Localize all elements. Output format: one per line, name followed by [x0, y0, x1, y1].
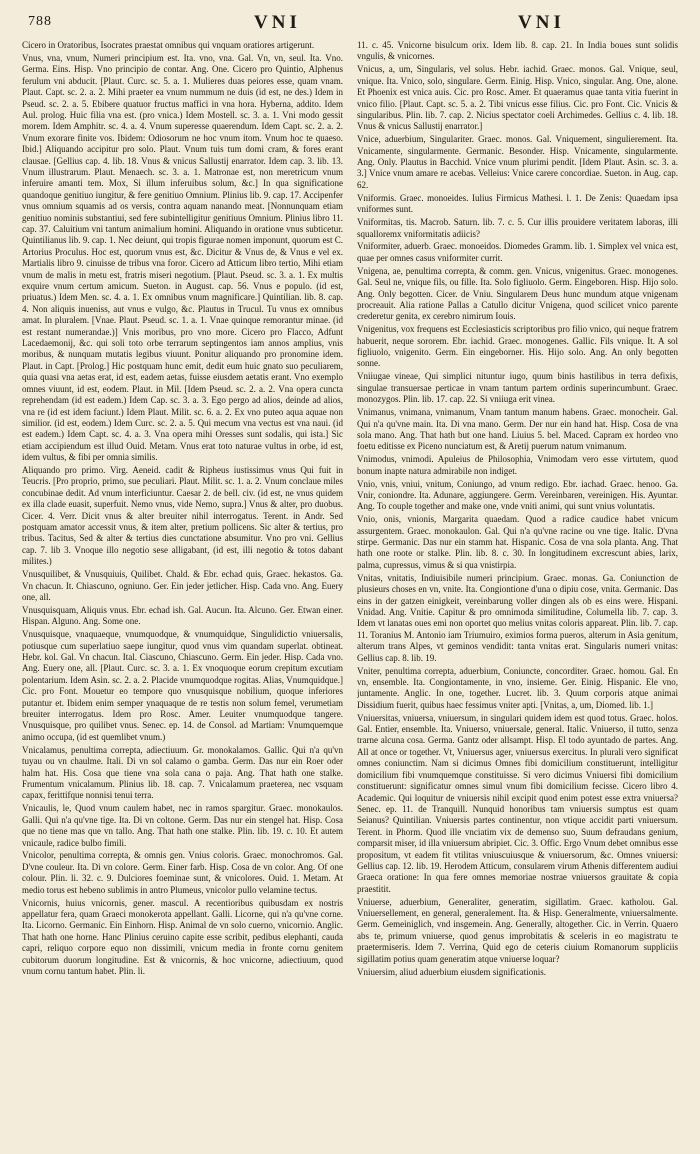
- entry-paragraph: Vniuersitas, vniuersa, vniuersum, in singulari quidem idem est quod totus. Graec. holos. Gal. Entier, ensemble. Ita. Vniuerso, vniuersale, general. Italic. Vniuerso, il tutto, senza trarne alcuna cosa. Germa. Gantz oder allsampt. Hisp. El todo ayuntado de partes. Ang. All at once or together. Vt, Vniuersus ager, vniuersus exercitus. In plurali vero significat omnes coniunctim. Nam si dicimus Omnes fibi domicilium constituerunt, intelligitur domicilium fibi vnumquemque constituisse. Si vero dicimus Vniuersi fibi domicilium constituerunt: significatur omnes simul vnum fibi domicilium fecisse. Cicero libro 4. Academic. Qui loquitur de vniuersis nihil excipit quod enim potest esse extra vniuersa? Senec. ep. 11. de Tranquill. Nunquid honoribus tam vniuersis sumptus est quam Seianus? Quintilian. Vniuersis partes continentur, non vtique accidit parti vniuersum. Terent. in Phorm. Quod ille vnciatim vix de demenso suo, Suum defraudans genium, comparsit miser, id illa vniuersum abripiet. Cic. 3. Offic. Ergo Vnum debet omnibus esse propositum, vt eadem fit vtilitas vniuscuiusque & vniuersorum, &c. Omnes vniuersi: Gellius cap. 12. lib. 19. Herodem Atticum, consularem virum Athenis differentem audiui Graeca oratione: In qua fere omnes memoriae nostrae vniuersos grauitate & copia praestitit.: [357, 712, 678, 894]
- entry-paragraph: 11. c. 45. Vnicorne bisulcum orix. Idem lib. 8. cap. 21. In India boues sunt solidis vngulis, & vnicornes.: [357, 40, 678, 62]
- entry-paragraph: Cicero in Oratoribus, Isocrates praestat omnibus qui vnquam oratiores artigerunt.: [22, 40, 315, 50]
- entry-paragraph: Vnicalamus, penultima correpta, adiectiuum. Gr. monokalamos. Gallic. Qui n'a qu'vn tuyau ou vn chaulme. Itali. Di vn sol calamo o gamba. Germ. Das nur ein Roer oder halm hat. His. Cosa que tiene vna sola cana o paja. Ang. That hath one stalke. Frumentum vnicalamum. Plinius lib. 18. cap. 7. Vnicalamum praeterea, nec vsquam capax, ferittifque nonnisi tenui terra.: [22, 744, 343, 801]
- entry-paragraph: Vnus, vna, vnum, Numeri principium est. Ita. vno, vna. Gal. Vn, vn, seul. Ita. Vno. Germa. Eins. Hisp. Vno principio de contar. Ang. One. Cicero pro Quintio, Alphenus ferulum vni abducit. [Plaut. Curc. sc. 5. a. 1. Mulieres duas peiores esse, quam vnam. Plaut. Capt. sc. 2. a. 2. Mihi praeter ea vnum nummum ne duis (id est, ne des.) Idem in Pseud. sc. 2. a. 5. Ebibere quatuor fructus maffici in vna hora. Hyberna, addito. Idem Aul. prolog. Huic filia vna est. (pro vnica.) Idem Mostell. sc. 3. a. 1. Vni modo gessit morem. Idem Amphitr. sc. 4. a. 4. Vnum superesse quaerendum. Idem Capt. sc. 2. a. 2. Vnum exorare finite vos. Ibidem: Odiosorum ne hoc vnum itom. Vnum hoc te quaeso. Ibid.] Aliquando accipitur pro solo. Plaut. Vnum tuis tum domi cram, & fores erant clausae. [Gellius cap. 4. lib. 18. Vnus & vnicus Sallustij enarrator. Idem cap. 3. lib. 13. Vnum illustrarum. Plaut. Menaech. sc. 3. a. 1. Matronae est, non meretricum vnum inferuire amanti tem. Mox, Si illum inferuibus solum, &c.] In qua significatione quandoque genitiuo iungitur, & fere genitiuo Omnium. Plinius lib. 9. cap. 17. Accipenfer vnus omnium squamis ad os versis, contra aquam nanando meat. [Nonnunquam etiam genitiuo nominis substantiui, sed fere subintelligitur genitiuus Omnium. Plinius libro 11. cap. 37. Caluitium vni tantum animalium homini. Aliquando in oratione vnus subticetur. Quintilianus lib. 9. cap. 1. Nec deiunt, qui tropis figurae nomen imponunt, quorum est C. Artorius Proculus. Hoc est, quorum vnus est, &c. Dicitur & Vnus de, & Vnus e vel ex. Martialis libro 9. cinuisse de tribus vna foror. Cicero ad Atticum libro tertio, Mihi etiam vnum de malis in metu est, fratris miseri negotium. [Plaut. Pseud. sc. 3. a. 1. Ex multis exquire vnum certum amicum. Sueton. in August. cap. 56. Vnus e populo. (id est, priuatus.) Idem Men. sc. 4. a. 1. Ex omnibus vnum magnificare.] Quintilian. lib. 8. cap. 4. Non aliquis inueniss, aut vnus e vulgo, &c. Plautus in Trucul. Tu vnus ex omnibus amat. In pluralem. [Vnae. Plaut. Pseud. sc. 1. a. 1. Vnae quinque remorantur minae. (id est restant numerandae.)] Vnis moribus, pro vno more. Cicero pro Flacco, Adfunt Lacedaemonij, &c. qui soli toto orbe terrarum septingentos iam annos amplius, vnis moribus, & nunquam mutatis legibus viuunt. Ponitur aliquando pro pronomine idem. Plaut. in Capt. [Prolog.] Hic postquam hunc emit, dedit eum huic gnato suo peculiarem, quia quasi vna aetas erat, id est, eadem aetas, fuisse eiusdem aetatis erant. Vno exemplo omnes viuunt, id est, eodem. Plaut. in Mil. [Idem Pseud. sc. 2. a. 2. Vna opera cuncta reprehendam (id est eadem.) Idem Cap. sc. 3. a. 3. Ego pergo ad alios, deinde ad alios, vna re (id est idem faciunt.) Idem Plaut. Milit. sc. 6. a. 2. Ex vno puteo aqua aquae non similior. (id est, eodem.) Idem Curc. sc. 2. a. 5. Qui mecum vna vectus est vna naui. (id est eadem.) Idem Capt. sc. 4. a. 3. Vna opera mihi Oresses sunt sodalis, qui ista.] Sic etiam accipiendum est illud Ouid. Metam. Vnus erat toto naturae vultus in orbe, id est, idem vultus, & fibi per omnia similis.: [22, 52, 343, 463]
- entry-paragraph: Vnio, vnis, vniui, vnitum, Coniungo, ad vnum redigo. Ebr. iachad. Graec. henoo. Ga. Vnir, coniondre. Ita. Adunare, aggiungere. Germ. Vereinbaren, vereinigen. His. Ayuntar. Ang. To couple together and make one, vnde vniti animi, qui sunt vnius voluntatis.: [357, 478, 678, 512]
- entry-paragraph: Vnigena, ae, penultima correpta, & comm. gen. Vnicus, vnigenitus. Graec. monogenes. Gal. Seul ne, vnique fils, ou fille. Ita. Solo figliuolo. Germ. Eingeboren. Hisp. Hijo solo. Ang. Only begotten. Cicer. de Vniu. Singularem Deus hunc mundum atque vnigenam procreauit. Alia ratione Pallas a Catullo dicitur Vnigena, quod scilicet vnico parente crederetur genita, ex cerebro nimirum Iouis.: [357, 265, 678, 322]
- page-header: [22, 14, 678, 40]
- entry-paragraph: Vniuersim, aliud aduerbium eiusdem significationis.: [357, 966, 546, 977]
- entry-paragraph: Vnitas, vnitatis, Indiuisibile numeri principium. Graec. monas. Ga. Coniunction de plusieurs choses en vn, vnite. Ita. Congiontione d'una o dipiu cose, vnita. Germanic. Das eins in der gatzen einigkeit, vereinbarung voller dingen als ob es eins were. Hispani. Vnidad. Ang. Vnitie. Capitur & pro omnimoda similitudine, Columella lib. 7. cap. 3. Idem vt lanatas oues emi non oportet quo melius vnitas coloris appareat. Plin. lib. 7. cap. 11. Toranius M. Antonio iam Triumuiro, eximios forma pueros, alterum in Asia genitum, alterum trans Alpes, vt geminos vendidit: tanta vnitas erat. Singularis numeri vnitas: Gellius cap. 8. lib. 19.: [357, 572, 678, 663]
- entry-paragraph: Aliquando pro primo. Virg. Aeneid. cadit & Ripheus iustissimus vnus Qui fuit in Teucris. [Pro proprio, primo, sue peculiari. Plaut. Milit. sc. 1. a. 2. Vnum conclaue miles concubinae dedit. Ad vnum interficiuntur. Caesar 2. de bell. civ. (id est, ne vnus quidem ex illa clade euasit, superfuit. Nemo vnus, vide Nemo, supra.] Vnus & alter, pro duobus. Cicer. 4. Verr. Dicit vnus & alter breuiter nihil interrogatus. Terent. in Andr. Sed postquam amator accessit vnus, & item alter, pretium pollicens. Sic alter & tertius, pro tribus. Tacitus, Sed & alter & tertius dies cunctatione absumitur. Vno pro vni. Gellius cap. 7. lib 3. Vnoque illo negotio sese alligabant, (id est, illi negotio & totos dabant milites.): [22, 465, 343, 567]
- entry-paragraph: Vnusquisque, vnaquaeque, vnumquodque, & vnumquidque, Singulidictio vniuersalis, potiusque cum superlatiuo saepe iungitur, quod vnus vim quandam superlat. obtineat. Hebr. kol. Gal. Vn chacun. Ital. Ciascuno, Chiascuno. Germ. Ein jeder. Hisp. Cada vno. Ang. Euery one, all. [Plaut. Curc. sc. 3. a. 1. Ex vnoquoque eorum crepitum excutiam polentarium. Idem Asin. sc. 2. a. 2. Placide vnumquodque rogitas. Alias, Vnumquidque.] Cic. pro Font. Mouetur eo tempore quo vnusquisque nobilium, quoque inferiores putantur et. Ibidem enim semper ynaquaque de re testis non solum femel, verumetiam breuiter interrogatus. Idem pro Rosc. Amer. Leuiter vnumquodque tangere. Vnusquisque, pro quilibet vnus. Senec. ep. 14. de Consol. ad Martiam: Vnumquemque animo occupa, (id est quemlibet vnum.): [22, 629, 343, 742]
- entry-paragraph: Vniformis. Graec. monoeides. Iulius Firmicus Mathesi. l. 1. De Zenis: Quaedam ipsa vniformes sunt.: [357, 192, 678, 215]
- entry-paragraph: Vnigenitus, vox frequens est Ecclesiasticis scriptoribus pro filio vnico, qui neque fratrem habuerit, neque sororem. Ebr. iachid. Graec. monogenes. Gallic. Fils vnique. It. A sol figliuolo, vnigenito. Germ. Ein eingeborner. His. Hijo solo. Ang. An only begotten sonne.: [357, 324, 678, 369]
- left-column: [22, 40, 343, 1134]
- running-head-right: VNI: [518, 12, 565, 33]
- entry-paragraph: Vnicus, a, um, Singularis, vel solus. Hebr. iachid. Graec. monos. Gal. Vnique, seul, vnique. Ita. Vnico, solo, singulare. Germ. Einig. Hisp. Vnico, singular. Ang. One, alone. Et Phoenix est vnica auis. Cic. pro Rosc. Amer. Et quaeramus quae tanta vitia fuerint in vnico filio. [Plaut. Capt. sc. 5. a. 2. Tibi vnicus esse filius. Cic. pro Font. Cic. Vnicis & singularibus. Plin. lib. 7. cap. 2. Nicius spectator coeli Archimedes. Gellius c. 4. lib. 18. Vnus & vnicus Sallustij enarrator.]: [357, 64, 678, 132]
- entry-paragraph: Vniuerse, aduerbium, Generaliter, generatim, sigillatim. Graec. katholou. Gal. Vniuersellement, en general, generalement. Ita. & Hisp. Generalmente, vniuersalmente. Germ. Gemeiniglich, vnd insgemein. Ang. Generally, altogether. Cic. in Verrin. Quaero abs te, primum vniuerse, quod genus improbitatis & sceleris in eo magistratu te praetermiseris. Idem 7. Verrina, Quid ego de ceteris ciuium Romanorum suppliciis sigillatim potius quam generatim atque vniuerse loquar?: [357, 896, 678, 964]
- entry-paragraph: Vnimodus, vnimodi. Apuleius de Philosophia, Vnimodam vero esse virtutem, quod bonum inapte natura admirabile non indiget.: [357, 454, 678, 476]
- text-columns: [22, 40, 678, 1134]
- entry-paragraph: Vniter, penultima correpta, aduerbium, Coniuncte, concorditer. Graec. homou. Gal. En vn, ensemble. Ita. Congiontamente, in vno, insieme. Ger. Einig. Hispanic. Ele vno, juntamente. Anglic. In one, together. Lucret. lib. 3. Quum corporis atque animai Dissidium fuerit, quibus haec fessimus vniter apti. [Vnitas, a, um, Diomed. lib. 1.]: [357, 665, 678, 710]
- entry-paragraph: Vnusquisquam, Aliquis vnus. Ebr. echad ish. Gal. Aucun. Ita. Alcuno. Ger. Etwan einer. Hispan. Alguno. Ang. Some one.: [22, 604, 343, 627]
- right-column: [357, 40, 678, 1134]
- entry-paragraph: Vnice, aduerbium, Singulariter. Graec. monos. Gal. Vniquement, singulierement. Ita. Vnicamente, singularmente. Germanic. Besonder. Hisp. Vnicamente, singularmente. Ang. Only. Plautus in Bacchid. Vnice vnum plurimi pendit. [Idem Plaut. Asin. sc. 3. a. 3.] Vnice vnum amare re acebas. Velleius: Vnice carere concordiae. Sueton. in Aug. cap. 62.: [357, 134, 678, 190]
- running-head-left: VNI: [254, 12, 301, 33]
- entry-paragraph: Vniformiter, aduerb. Graec. monoeidos. Diomedes Gramm. lib. 1. Simplex vel vnica est, quae per omnes casus vniformiter currit.: [357, 241, 678, 263]
- entry-paragraph: Vnicaulis, le, Quod vnum caulem habet, nec in ramos spargitur. Graec. monokaulos. Galli. Qui n'a qu'vne tige. Ita. Di vn coltone. Germ. Das nur ein stengel hat. Hisp. Cosa que no tiene mas que vn tallo. Ang. That hath one stalke. Plin. lib. 19. c. 10. Et autem vnicaule, radice bulbo fimili.: [22, 803, 343, 848]
- entry-paragraph: Vnusquilibet, & Vnusquiuis, Quilibet. Chald. & Ebr. echad quis, Graec. hekastos. Ga. Vn chacun. It. Chiascuno, ogniuno. Ger. Ein jeder jetlicher. Hisp. Cada vno. Ang. Euery one, all.: [22, 569, 343, 602]
- entry-paragraph: Vniformitas, tis. Macrob. Saturn. lib. 7. c. 5. Cur illis prouidere veritatem laboras, illi squalloremx vniformitatis adiicis?: [357, 217, 678, 239]
- entry-paragraph: Vnio, onis, vnionis, Margarita quaedam. Quod a radice caudice habet vnicum assurgentem. Graec. monokaulon. Gal. Qui n'a qu'vne racine ou vne tige. Italic. D'vna stirpe. Germanic. Das nur ein stamm hat. Hispanic. Cosa de vna sola planta. Ang. That hath one roote or stalke. Plin. lib. 8. c. 30. In longitudinem excrescunt abies, larix, palma, cupressus, vimus & si qua vnistirpia.: [357, 514, 678, 570]
- entry-paragraph: Vnicolor, penultima correpta, & omnis gen. Vnius coloris. Graec. monochromos. Gal. D'vne couleur. Ita. Di vn colore. Germ. Einer farb. Hisp. Cosa de vn color. Ang. Of one colour. Plin. li. 32. c. 9. Dulciores foeminae sunt, & vnicolores. Ouid. 1. Metam. At medio torus est hebeno sublimis in antro Plumeus, vnicolor pullo velamine tectus.: [22, 850, 343, 895]
- entry-paragraph: Vnimanus, vnimana, vnimanum, Vnam tantum manum habens. Graec. monocheir. Gal. Qui n'a qu'vne main. Ita. Di vna mano. Germ. Der nur ein hand hat. Hisp. Cosa de vna sola mano. Ang. That hath but one hand. Liuius 5. bel. Maced. Capram ex hordeo vno foetu editisse ex Piceno nunciatum est, & Aretij puerum natum vnimanum.: [357, 407, 678, 452]
- page-number: 788: [28, 14, 52, 29]
- entry-paragraph: Vniiugae vineae, Qui simplici nituntur iugo, quum binis hastilibus in terra defixis, singulae transuersae perticae in vnam tantum partem ordinis superincumbunt. Graec. monozygos. Plin. lib. 17. cap. 22. Si vniiuga erit vinea.: [357, 371, 678, 405]
- entry-paragraph: Vnicornis, huius vnicornis, gener. mascul. A recentioribus quibusdam ex nostris appellatur fera, quam Graeci monokerota appellant. Galli. Licorne, qui n'a qu'vne corne. Ita. Licorno. Germanic. Ein Einhorn. Hisp. Animal de vn solo cuerno, vnicornio. Anglic. That hath one horne. Hanc Plinius ceruino capite esse scribit, pedibus elephanti, cauda capri, reliquo corpore equo non dissimili, vnicum media in fronte cornu genitem cubitorum duorum longitudine. Est & vnicornis, & hoc vnicorne, adiectiuum, quod vnum cornu tantum habet. Plin. li.: [22, 897, 343, 976]
